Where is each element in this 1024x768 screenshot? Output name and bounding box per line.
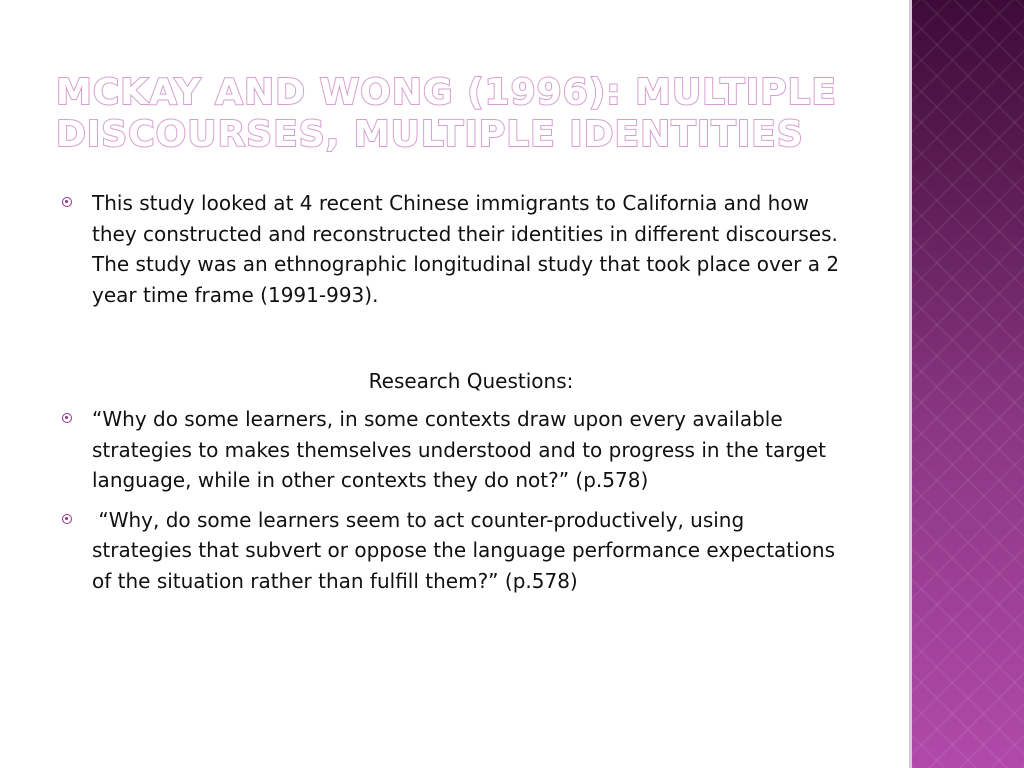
circle-dot-bullet-icon xyxy=(62,197,72,207)
bullet-study-description xyxy=(60,188,850,310)
bullet-question-1 xyxy=(60,404,850,496)
bullet-text: “Why, do some learners seem to act counter-productively, using strategies that subvert or oppose the language performance expectations of the situation rather than fulfill them?” (p.578) xyxy=(92,507,842,593)
bullet-text: This study looked at 4 recent Chinese immigrants to California and how they constructed and reconstructed their identities in different discourses. The study was an ethnographic longitudinal study that took place over a 2 year time frame (1991-993). xyxy=(92,191,851,307)
circle-dot-bullet-icon xyxy=(62,413,72,423)
decorative-side-band xyxy=(912,0,1024,768)
circle-dot-bullet-icon xyxy=(62,514,72,524)
slide-content xyxy=(60,188,850,596)
bullet-question-2 xyxy=(60,505,850,597)
bullet-text: “Why do some learners, in some contexts draw upon every available strategies to makes themselves understood and to progress in the target language, while in other contexts they do not?” (p.578) xyxy=(92,407,833,492)
research-questions-heading: Research Questions: xyxy=(368,369,574,393)
slide-title: MCKAY AND WONG (1996): MULTIPLE DISCOURSES, MULTIPLE IDENTITIES xyxy=(56,72,838,155)
